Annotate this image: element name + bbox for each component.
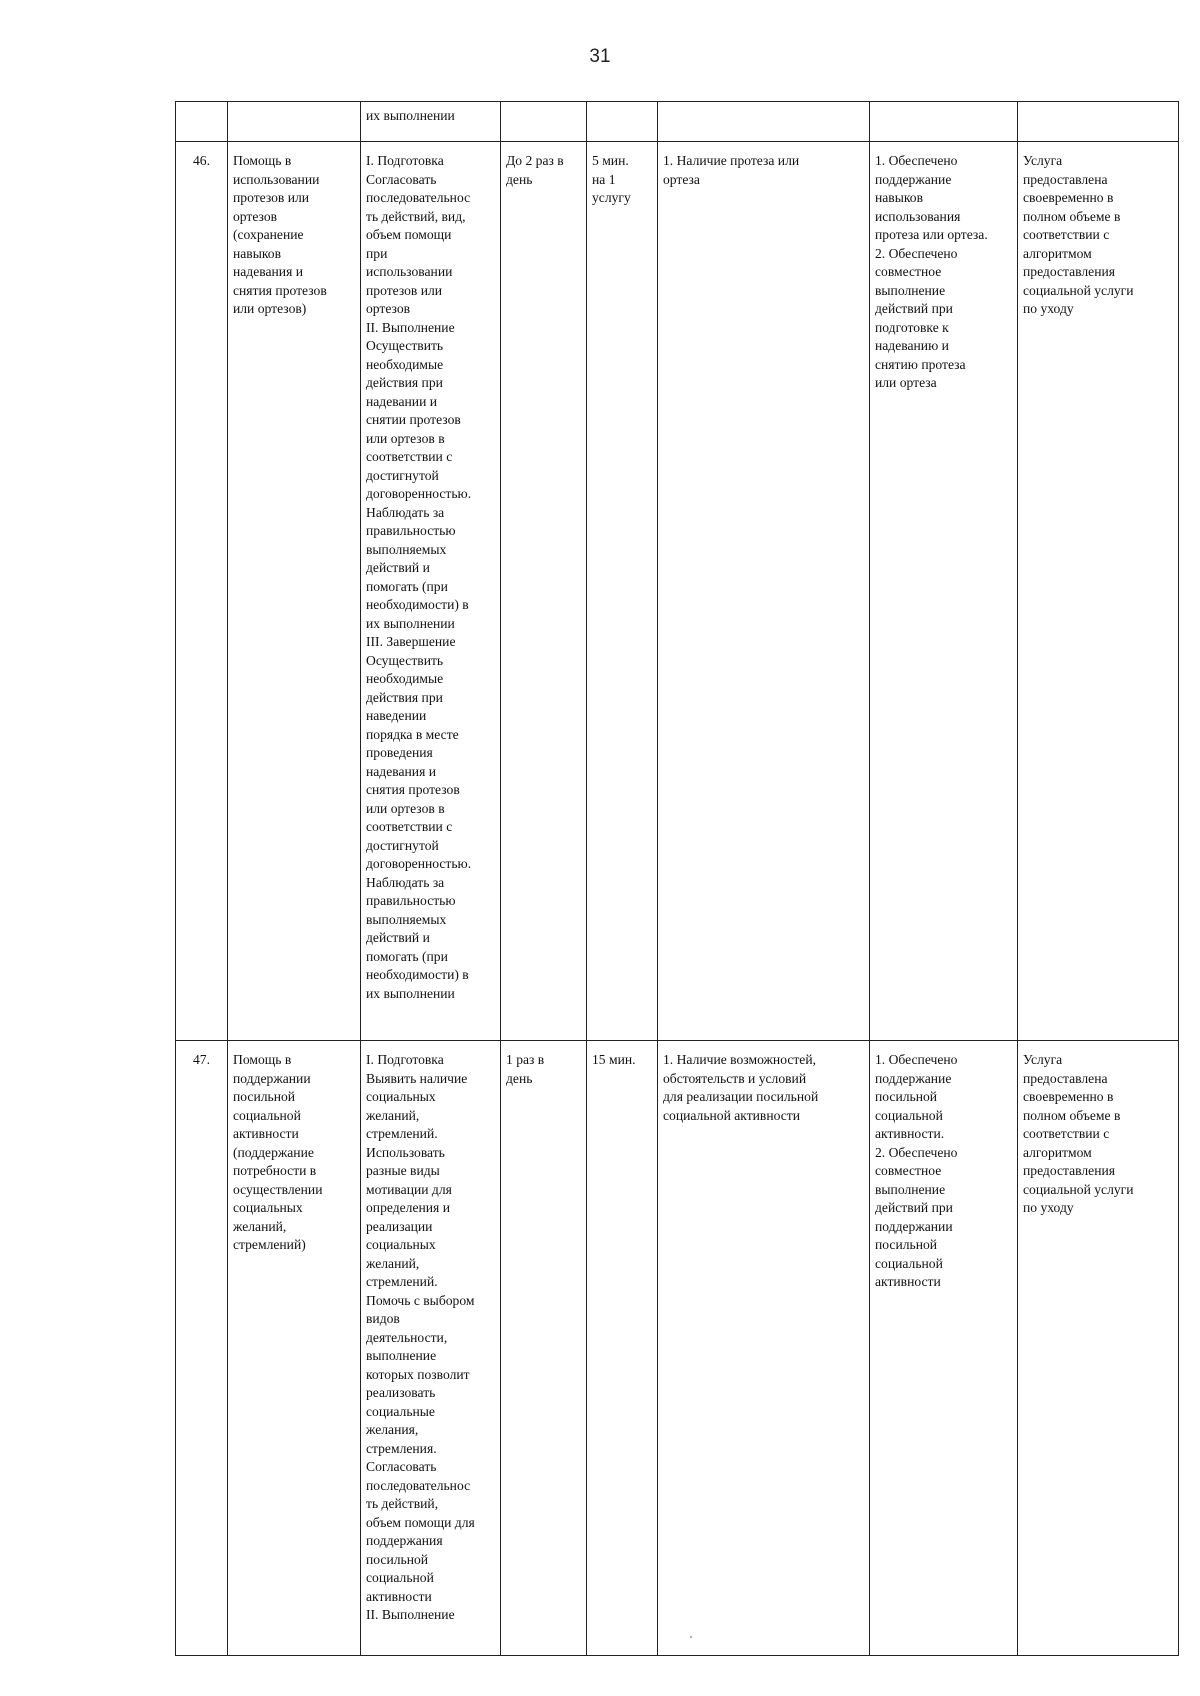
- cell-duration: [587, 102, 658, 142]
- cell-procedure: I. Подготовка Выявить наличие социальных желаний, стремлений. Использовать разные виды мотивации для определения и реализации социальных желаний, стремлений. Помочь с выбором видов деятельности, выполнение которых позволит реализовать социальные желания, стремления. Согласовать последовательнос ть действий, объем помощи для поддержания посильной социальной активности II. Выполнение: [361, 1041, 501, 1656]
- cell-procedure: их выполнении: [361, 102, 501, 142]
- table-row: [176, 1041, 1179, 1656]
- page-number: 31: [589, 46, 611, 67]
- cell-service: Помощь в использовании протезов или ортезов (сохранение навыков надевания и снятия протезов или ортезов): [228, 142, 361, 1041]
- cell-conditions: 1. Наличие протеза или ортеза: [658, 142, 870, 1041]
- cell-number: 46.: [176, 142, 228, 1041]
- cell-frequency: 1 раз в день: [501, 1041, 587, 1656]
- cell-number: 47.: [176, 1041, 228, 1656]
- cell-duration: 5 мин. на 1 услугу: [587, 142, 658, 1041]
- cell-conditions: [658, 102, 870, 142]
- cell-results: [870, 102, 1018, 142]
- table-row-continuation: [176, 102, 1179, 142]
- cell-service: Помощь в поддержании посильной социальной активности (поддержание потребности в осуществлении социальных желаний, стремлений): [228, 1041, 361, 1656]
- table-row: [176, 142, 1179, 1041]
- cell-service: [228, 102, 361, 142]
- cell-procedure: I. Подготовка Согласовать последовательнос ть действий, вид, объем помощи при использовании протезов или ортезов II. Выполнение Осуществить необходимые действия при надевании и снятии протезов или ортезов в соответствии с достигнутой договоренностью. Наблюдать за правильностью выполняемых действий и помогать (при необходимости) в их выполнении III. Завершение Осуществить необходимые действия при наведении порядка в месте проведения надевания и снятия протезов или ортезов в соответствии с достигнутой договоренностью. Наблюдать за правильностью выполняемых действий и помогать (при необходимости) в их выполнении: [361, 142, 501, 1041]
- cell-frequency: [501, 102, 587, 142]
- cell-conditions: 1. Наличие возможностей, обстоятельств и условий для реализации посильной социальной активности: [658, 1041, 870, 1656]
- cell-duration: 15 мин.: [587, 1041, 658, 1656]
- cell-frequency: До 2 раз в день: [501, 142, 587, 1041]
- cell-results: 1. Обеспечено поддержание посильной социальной активности. 2. Обеспечено совместное выполнение действий при поддержании посильной социальной активности: [870, 1041, 1018, 1656]
- scan-speck: [690, 1636, 692, 1638]
- cell-quality: Услуга предоставлена своевременно в полном объеме в соответствии с алгоритмом предоставления социальной услуги по уходу: [1018, 142, 1179, 1041]
- cell-results: 1. Обеспечено поддержание навыков использования протеза или ортеза. 2. Обеспечено совместное выполнение действий при подготовке к надеванию и снятию протеза или ортеза: [870, 142, 1018, 1041]
- cell-quality: [1018, 102, 1179, 142]
- services-table: [175, 101, 1179, 1656]
- cell-number: [176, 102, 228, 142]
- cell-quality: Услуга предоставлена своевременно в полном объеме в соответствии с алгоритмом предоставления социальной услуги по уходу: [1018, 1041, 1179, 1656]
